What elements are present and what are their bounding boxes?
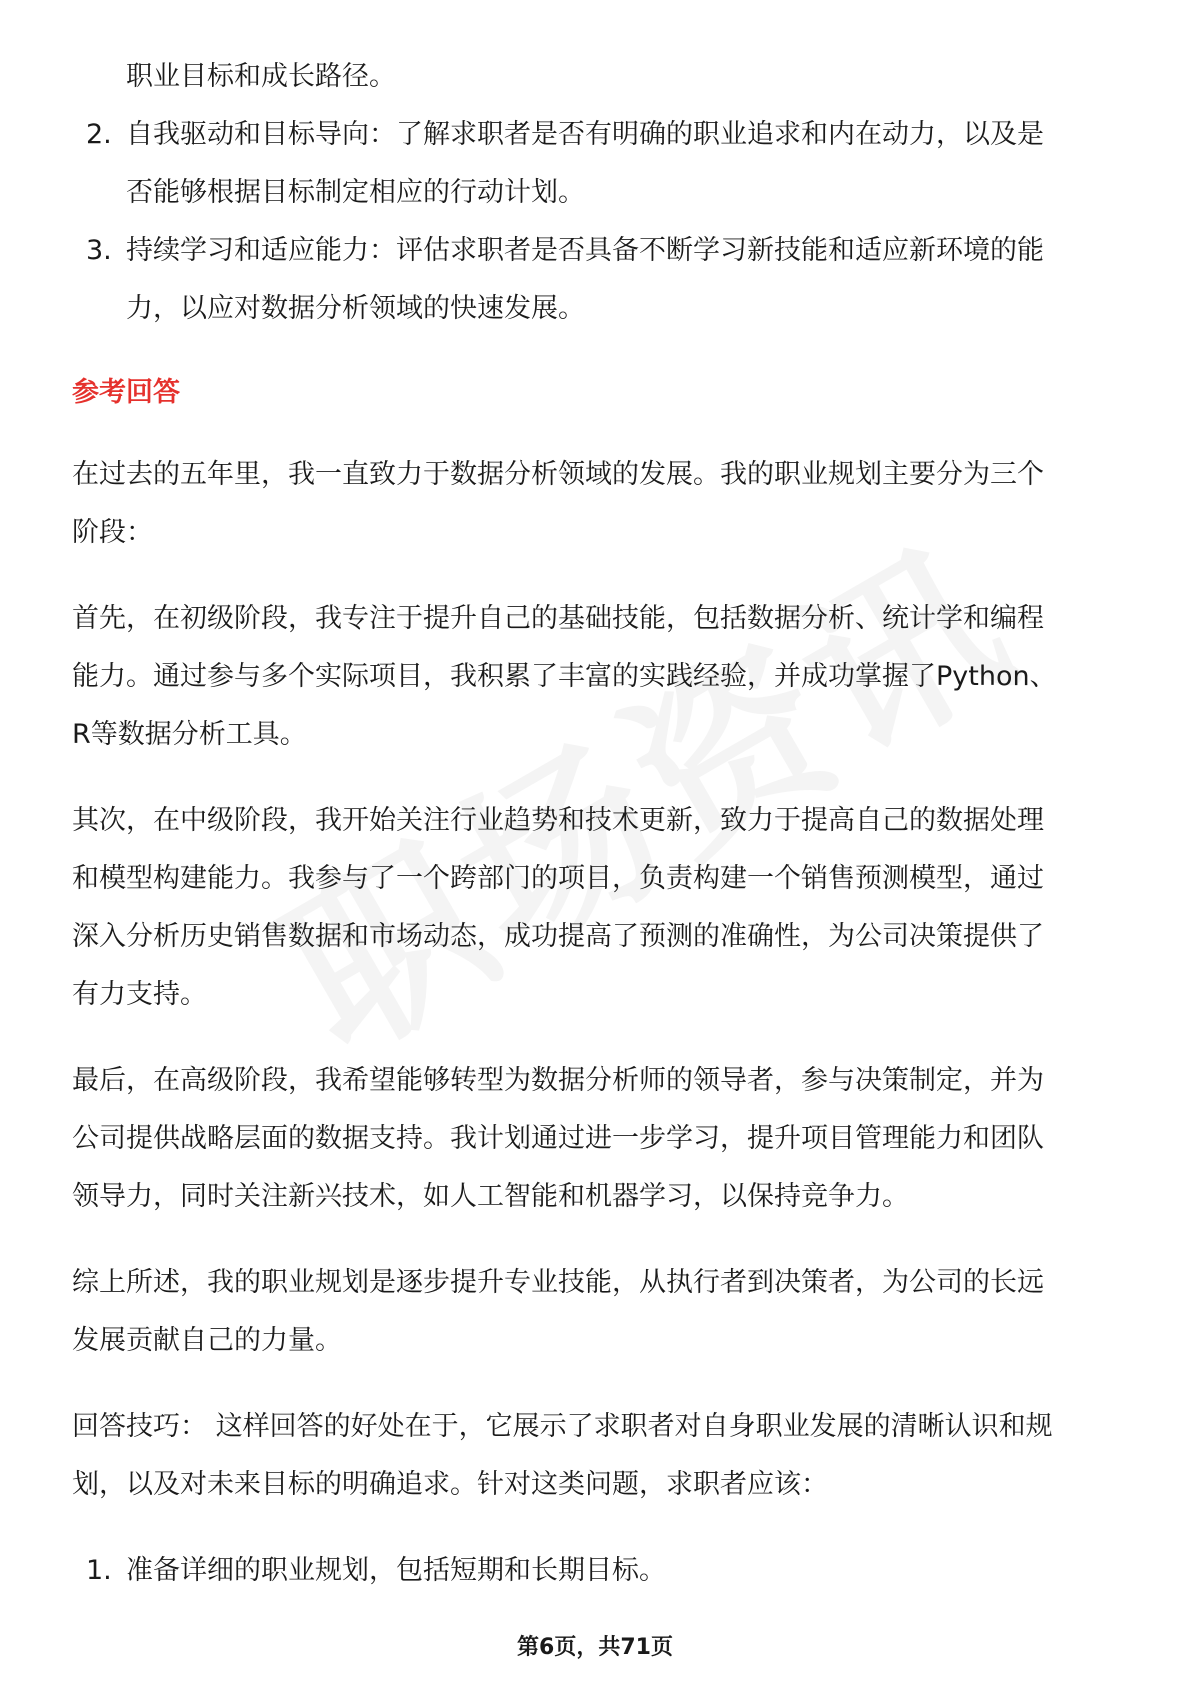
list-item-1	[72, 1542, 1122, 1600]
paragraph-line: 阶段：	[72, 517, 153, 548]
list-item-text: 职业目标和成长路径。	[126, 61, 396, 92]
list-item-line: 力，以应对数据分析领域的快速发展。	[126, 293, 585, 324]
paragraph-line: 划，以及对未来目标的明确追求。针对这类问题，求职者应该：	[72, 1469, 828, 1500]
paragraph-line: 回答技巧： 这样回答的好处在于，它展示了求职者对自身职业发展的清晰认识和规	[72, 1411, 1053, 1442]
paragraph-line: 首先，在初级阶段，我专注于提升自己的基础技能，包括数据分析、统计学和编程	[72, 603, 1044, 634]
list-item-line: 自我驱动和目标导向：了解求职者是否有明确的职业追求和内在动力，以及是	[126, 119, 1044, 150]
paragraph-3	[72, 792, 1122, 1024]
paragraph-line: 发展贡献自己的力量。	[72, 1325, 342, 1356]
list-item-line: 持续学习和适应能力：评估求职者是否具备不断学习新技能和适应新环境的能	[126, 235, 1044, 266]
list-item-2	[72, 106, 1122, 222]
paragraph-line: R等数据分析工具。	[72, 719, 307, 750]
reference-answer-heading: 参考回答	[72, 377, 180, 408]
list-item-line: 否能够根据目标制定相应的行动计划。	[126, 177, 585, 208]
paragraph-line: 有力支持。	[72, 979, 207, 1010]
list-number: 1.	[86, 1555, 112, 1586]
paragraph-line: 综上所述，我的职业规划是逐步提升专业技能，从执行者到决策者，为公司的长远	[72, 1267, 1044, 1298]
paragraph-line: 能力。通过参与多个实际项目，我积累了丰富的实践经验，并成功掌握了Python、	[72, 661, 1057, 692]
paragraph-2	[72, 590, 1122, 764]
paragraph-1	[72, 446, 1122, 562]
list-number: 3.	[86, 235, 112, 266]
paragraph-line: 其次，在中级阶段，我开始关注行业趋势和技术更新，致力于提高自己的数据处理	[72, 805, 1044, 836]
list-item-continuation	[72, 48, 1122, 106]
paragraph-line: 领导力，同时关注新兴技术，如人工智能和机器学习，以保持竞争力。	[72, 1181, 909, 1212]
paragraph-5	[72, 1254, 1122, 1370]
page-footer: 第6页，共71页	[517, 1635, 673, 1660]
paragraph-line: 公司提供战略层面的数据支持。我计划通过进一步学习，提升项目管理能力和团队	[72, 1123, 1044, 1154]
paragraph-line: 深入分析历史销售数据和市场动态，成功提高了预测的准确性，为公司决策提供了	[72, 921, 1044, 952]
paragraph-line: 和模型构建能力。我参与了一个跨部门的项目，负责构建一个销售预测模型，通过	[72, 863, 1044, 894]
paragraph-line: 在过去的五年里，我一直致力于数据分析领域的发展。我的职业规划主要分为三个	[72, 459, 1044, 490]
answer-tips-paragraph	[72, 1398, 1122, 1514]
list-item-3	[72, 222, 1122, 338]
list-number: 2.	[86, 119, 112, 150]
page-content	[72, 48, 1122, 1600]
paragraph-4	[72, 1052, 1122, 1226]
list-item-line: 准备详细的职业规划，包括短期和长期目标。	[126, 1555, 666, 1586]
paragraph-line: 最后，在高级阶段，我希望能够转型为数据分析师的领导者，参与决策制定，并为	[72, 1065, 1044, 1096]
